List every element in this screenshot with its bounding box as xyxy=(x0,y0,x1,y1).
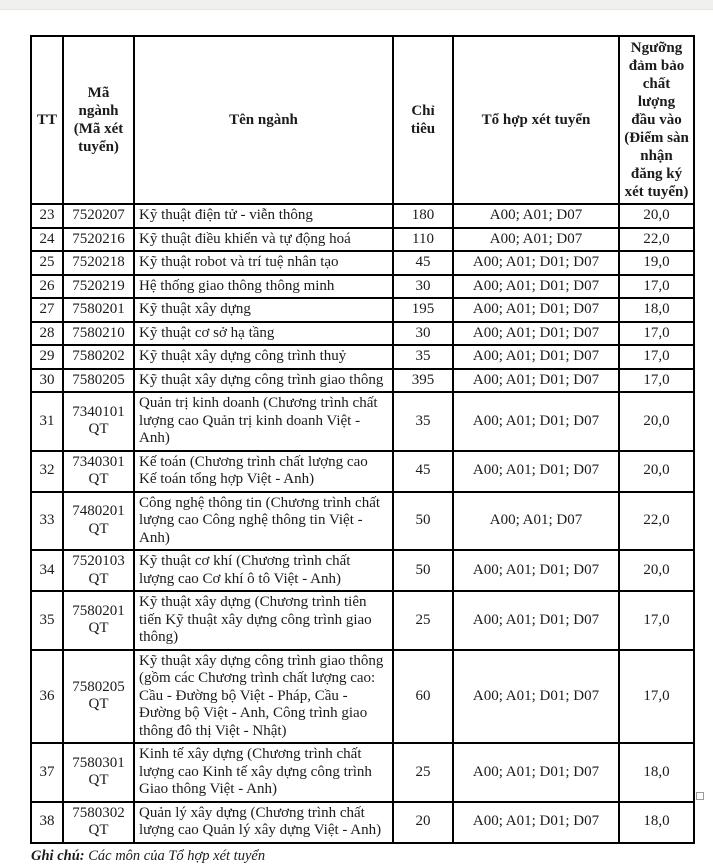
footer-note-text: Các môn của Tổ hợp xét tuyển xyxy=(84,847,266,864)
header-tt: TT xyxy=(31,36,63,204)
cell-quota: 25 xyxy=(393,743,453,802)
table-row xyxy=(31,369,694,393)
cell-tt: 27 xyxy=(31,298,63,322)
cell-code: 7520207 xyxy=(63,204,134,228)
cell-quota: 50 xyxy=(393,492,453,551)
cell-threshold: 17,0 xyxy=(619,591,694,650)
cell-tt: 34 xyxy=(31,550,63,591)
table-row xyxy=(31,204,694,228)
cell-code: 7520103 QT xyxy=(63,550,134,591)
cell-combo: A00; A01; D01; D07 xyxy=(453,392,619,451)
header-combo: Tổ hợp xét tuyển xyxy=(453,36,619,204)
cell-quota: 45 xyxy=(393,451,453,492)
cell-combo: A00; A01; D01; D07 xyxy=(453,322,619,346)
cell-quota: 20 xyxy=(393,802,453,843)
table-row xyxy=(31,228,694,252)
cell-name: Kỹ thuật xây dựng xyxy=(134,298,393,322)
cell-combo: A00; A01; D01; D07 xyxy=(453,345,619,369)
cell-name: Kinh tế xây dựng (Chương trình chất lượng cao Kinh tế xây dựng công trình Giao thông Việt - Anh) xyxy=(134,743,393,802)
page-top-strip xyxy=(0,0,713,10)
table-body xyxy=(31,204,694,843)
cell-combo: A00; A01; D01; D07 xyxy=(453,298,619,322)
cell-threshold: 20,0 xyxy=(619,550,694,591)
cell-threshold: 19,0 xyxy=(619,251,694,275)
cell-quota: 30 xyxy=(393,322,453,346)
cell-combo: A00; A01; D01; D07 xyxy=(453,369,619,393)
cell-quota: 110 xyxy=(393,228,453,252)
table-row xyxy=(31,550,694,591)
table-row xyxy=(31,743,694,802)
cell-code: 7520218 xyxy=(63,251,134,275)
cell-code: 7580302 QT xyxy=(63,802,134,843)
header-name: Tên ngành xyxy=(134,36,393,204)
cell-combo: A00; A01; D01; D07 xyxy=(453,251,619,275)
table-row xyxy=(31,650,694,744)
table-header-row xyxy=(31,36,694,204)
cell-name: Kỹ thuật điều khiển và tự động hoá xyxy=(134,228,393,252)
cell-code: 7520219 xyxy=(63,275,134,299)
cell-code: 7580301 QT xyxy=(63,743,134,802)
cell-quota: 30 xyxy=(393,275,453,299)
cell-threshold: 17,0 xyxy=(619,275,694,299)
cell-quota: 45 xyxy=(393,251,453,275)
cell-tt: 25 xyxy=(31,251,63,275)
cell-combo: A00; A01; D01; D07 xyxy=(453,550,619,591)
cell-threshold: 17,0 xyxy=(619,322,694,346)
cell-name: Kế toán (Chương trình chất lượng cao Kế toán tổng hợp Việt - Anh) xyxy=(134,451,393,492)
cell-tt: 24 xyxy=(31,228,63,252)
cell-combo: A00; A01; D01; D07 xyxy=(453,802,619,843)
cell-quota: 35 xyxy=(393,345,453,369)
cell-tt: 26 xyxy=(31,275,63,299)
cell-combo: A00; A01; D07 xyxy=(453,204,619,228)
cell-tt: 36 xyxy=(31,650,63,744)
footer-note xyxy=(31,848,713,865)
cell-threshold: 18,0 xyxy=(619,743,694,802)
cell-code: 7580202 xyxy=(63,345,134,369)
cell-name: Kỹ thuật cơ sở hạ tầng xyxy=(134,322,393,346)
cell-tt: 38 xyxy=(31,802,63,843)
cell-tt: 28 xyxy=(31,322,63,346)
cell-combo: A00; A01; D07 xyxy=(453,492,619,551)
cell-threshold: 17,0 xyxy=(619,369,694,393)
cell-name: Kỹ thuật điện tử - viễn thông xyxy=(134,204,393,228)
cell-tt: 35 xyxy=(31,591,63,650)
table-row xyxy=(31,251,694,275)
cell-name: Kỹ thuật xây dựng công trình giao thông xyxy=(134,369,393,393)
cell-tt: 30 xyxy=(31,369,63,393)
cell-name: Hệ thống giao thông thông minh xyxy=(134,275,393,299)
cell-tt: 29 xyxy=(31,345,63,369)
cell-combo: A00; A01; D01; D07 xyxy=(453,451,619,492)
table-row xyxy=(31,322,694,346)
cell-combo: A00; A01; D01; D07 xyxy=(453,743,619,802)
table-row xyxy=(31,392,694,451)
cell-code: 7580210 xyxy=(63,322,134,346)
cell-code: 7340101 QT xyxy=(63,392,134,451)
table-row xyxy=(31,591,694,650)
header-threshold: Ngưỡng đảm bảo chất lượng đầu vào (Điểm sàn nhận đăng ký xét tuyển) xyxy=(619,36,694,204)
cell-tt: 32 xyxy=(31,451,63,492)
document-content xyxy=(0,10,713,865)
cell-code: 7580201 xyxy=(63,298,134,322)
table-row xyxy=(31,802,694,843)
cell-name: Quản trị kinh doanh (Chương trình chất lượng cao Quản trị kinh doanh Việt - Anh) xyxy=(134,392,393,451)
cell-code: 7480201 QT xyxy=(63,492,134,551)
cell-combo: A00; A01; D01; D07 xyxy=(453,650,619,744)
cell-threshold: 17,0 xyxy=(619,345,694,369)
anchor-marker-icon xyxy=(696,792,704,800)
cell-quota: 180 xyxy=(393,204,453,228)
cell-threshold: 20,0 xyxy=(619,451,694,492)
footer-note-label: Ghi chú: xyxy=(31,847,85,864)
cell-tt: 31 xyxy=(31,392,63,451)
cell-quota: 195 xyxy=(393,298,453,322)
header-quota: Chỉ tiêu xyxy=(393,36,453,204)
cell-code: 7580205 QT xyxy=(63,650,134,744)
cell-threshold: 20,0 xyxy=(619,204,694,228)
table-row xyxy=(31,451,694,492)
table-row xyxy=(31,298,694,322)
cell-quota: 25 xyxy=(393,591,453,650)
cell-threshold: 18,0 xyxy=(619,298,694,322)
cell-quota: 50 xyxy=(393,550,453,591)
cell-quota: 60 xyxy=(393,650,453,744)
cell-combo: A00; A01; D07 xyxy=(453,228,619,252)
cell-code: 7340301 QT xyxy=(63,451,134,492)
admissions-table xyxy=(30,35,695,844)
cell-code: 7580205 xyxy=(63,369,134,393)
cell-name: Kỹ thuật xây dựng (Chương trình tiên tiến Kỹ thuật xây dựng công trình giao thông) xyxy=(134,591,393,650)
header-code: Mã ngành (Mã xét tuyển) xyxy=(63,36,134,204)
cell-threshold: 18,0 xyxy=(619,802,694,843)
cell-name: Công nghệ thông tin (Chương trình chất lượng cao Công nghệ thông tin Việt - Anh) xyxy=(134,492,393,551)
cell-combo: A00; A01; D01; D07 xyxy=(453,591,619,650)
cell-quota: 395 xyxy=(393,369,453,393)
cell-threshold: 22,0 xyxy=(619,492,694,551)
cell-name: Kỹ thuật xây dựng công trình giao thông (gồm các Chương trình chất lượng cao: Cầu - Đường bộ Việt - Pháp, Cầu - Đường bộ Việt - Anh, Công trình giao thông đô thị Việt - Nhật) xyxy=(134,650,393,744)
cell-threshold: 20,0 xyxy=(619,392,694,451)
cell-name: Quản lý xây dựng (Chương trình chất lượng cao Quản lý xây dựng Việt - Anh) xyxy=(134,802,393,843)
cell-tt: 23 xyxy=(31,204,63,228)
cell-tt: 37 xyxy=(31,743,63,802)
table-row xyxy=(31,492,694,551)
cell-quota: 35 xyxy=(393,392,453,451)
table-row xyxy=(31,345,694,369)
cell-code: 7580201 QT xyxy=(63,591,134,650)
cell-name: Kỹ thuật robot và trí tuệ nhân tạo xyxy=(134,251,393,275)
cell-threshold: 22,0 xyxy=(619,228,694,252)
cell-tt: 33 xyxy=(31,492,63,551)
cell-code: 7520216 xyxy=(63,228,134,252)
cell-combo: A00; A01; D01; D07 xyxy=(453,275,619,299)
cell-name: Kỹ thuật xây dựng công trình thuỷ xyxy=(134,345,393,369)
cell-threshold: 17,0 xyxy=(619,650,694,744)
cell-name: Kỹ thuật cơ khí (Chương trình chất lượng cao Cơ khí ô tô Việt - Anh) xyxy=(134,550,393,591)
table-row xyxy=(31,275,694,299)
